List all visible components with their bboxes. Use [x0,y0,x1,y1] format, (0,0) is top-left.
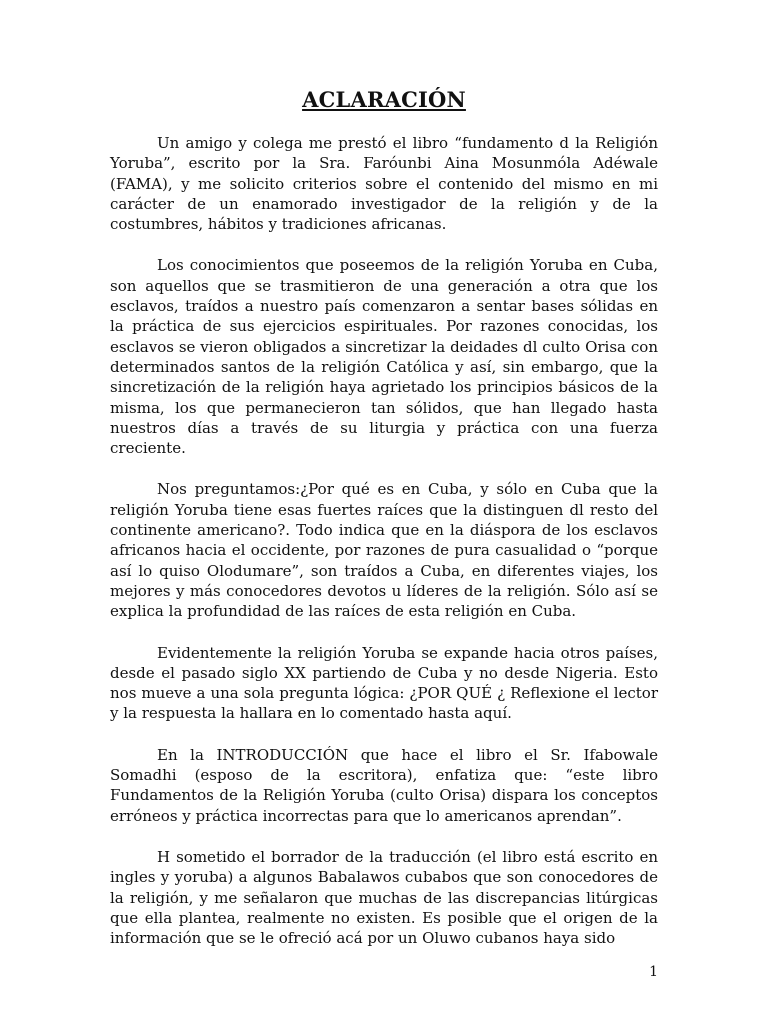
page-number: 1 [649,964,658,980]
paragraph-3: Nos preguntamos:¿Por qué es en Cuba, y sólo en Cuba que la religión Yoruba tiene esas fuertes raíces que la distinguen dl resto del continente americano?. Todo indica que en la diáspora de los esclavos africanos hacia el occidente, por razones de pura casualidad o “porque así lo quiso Olodumare”, son traídos a Cuba, en diferentes viajes, los mejores y más conocedores devotos u líderes de la religión. Sólo así se explica la profundidad de las raíces de esta religión en Cuba. [110,480,658,621]
paragraph-4: Evidentemente la religión Yoruba se expande hacia otros países, desde el pasado siglo XX partiendo de Cuba y no desde Nigeria. Esto nos mueve a una sola pregunta lógica: ¿POR QUÉ ¿ Reflexione el lector y la respuesta la hallara en lo comentado hasta aquí. [110,643,658,723]
paragraph-5: En la INTRODUCCIÓN que hace el libro el Sr. Ifabowale Somadhi (esposo de la escritora), enfatiza que: “este libro Fundamentos de la Religión Yoruba (culto Orisa) dispara los conceptos erróneos y práctica incorrectas para que lo americanos aprendan”. [110,745,658,825]
paragraph-6: H sometido el borrador de la traducción (el libro está escrito en ingles y yoruba) a algunos Babalawos cubabos que son conocedores de la religión, y me señalaron que muchas de las discrepancias litúrgicas que ella plantea, realmente no existen. Es posible que el origen de la información que se le ofreció acá por un Oluwo cubanos haya sido [110,847,658,948]
paragraph-1: Un amigo y colega me prestó el libro “fundamento d la Religión Yoruba”, escrito por la Sra. Faróunbi Aina Mosunmóla Adéwale (FAMA), y me solicito criterios sobre el contenido del mismo en mi carácter de un enamorado investigador de la religión y de la costumbres, hábitos y tradiciones africanas. [110,134,658,234]
paragraph-2: Los conocimientos que poseemos de la religión Yoruba en Cuba, son aquellos que se trasmitieron de una generación a otra que los esclavos, traídos a nuestro país comenzaron a sentar bases sólidas en la práctica de sus ejercicios espirituales. Por razones conocidas, los esclavos se vieron obligados a sincretizar la deidades dl culto Orisa con determinados santos de la religión Católica y así, sin embargo, que la sincretización de la religión haya agrietado los principios básicos de la misma, los que permanecieron tan sólidos, que han llegado hasta nuestros días a través de su liturgia y práctica con una fuerza creciente. [110,256,658,458]
document-title: ACLARACIÓN [302,87,466,112]
